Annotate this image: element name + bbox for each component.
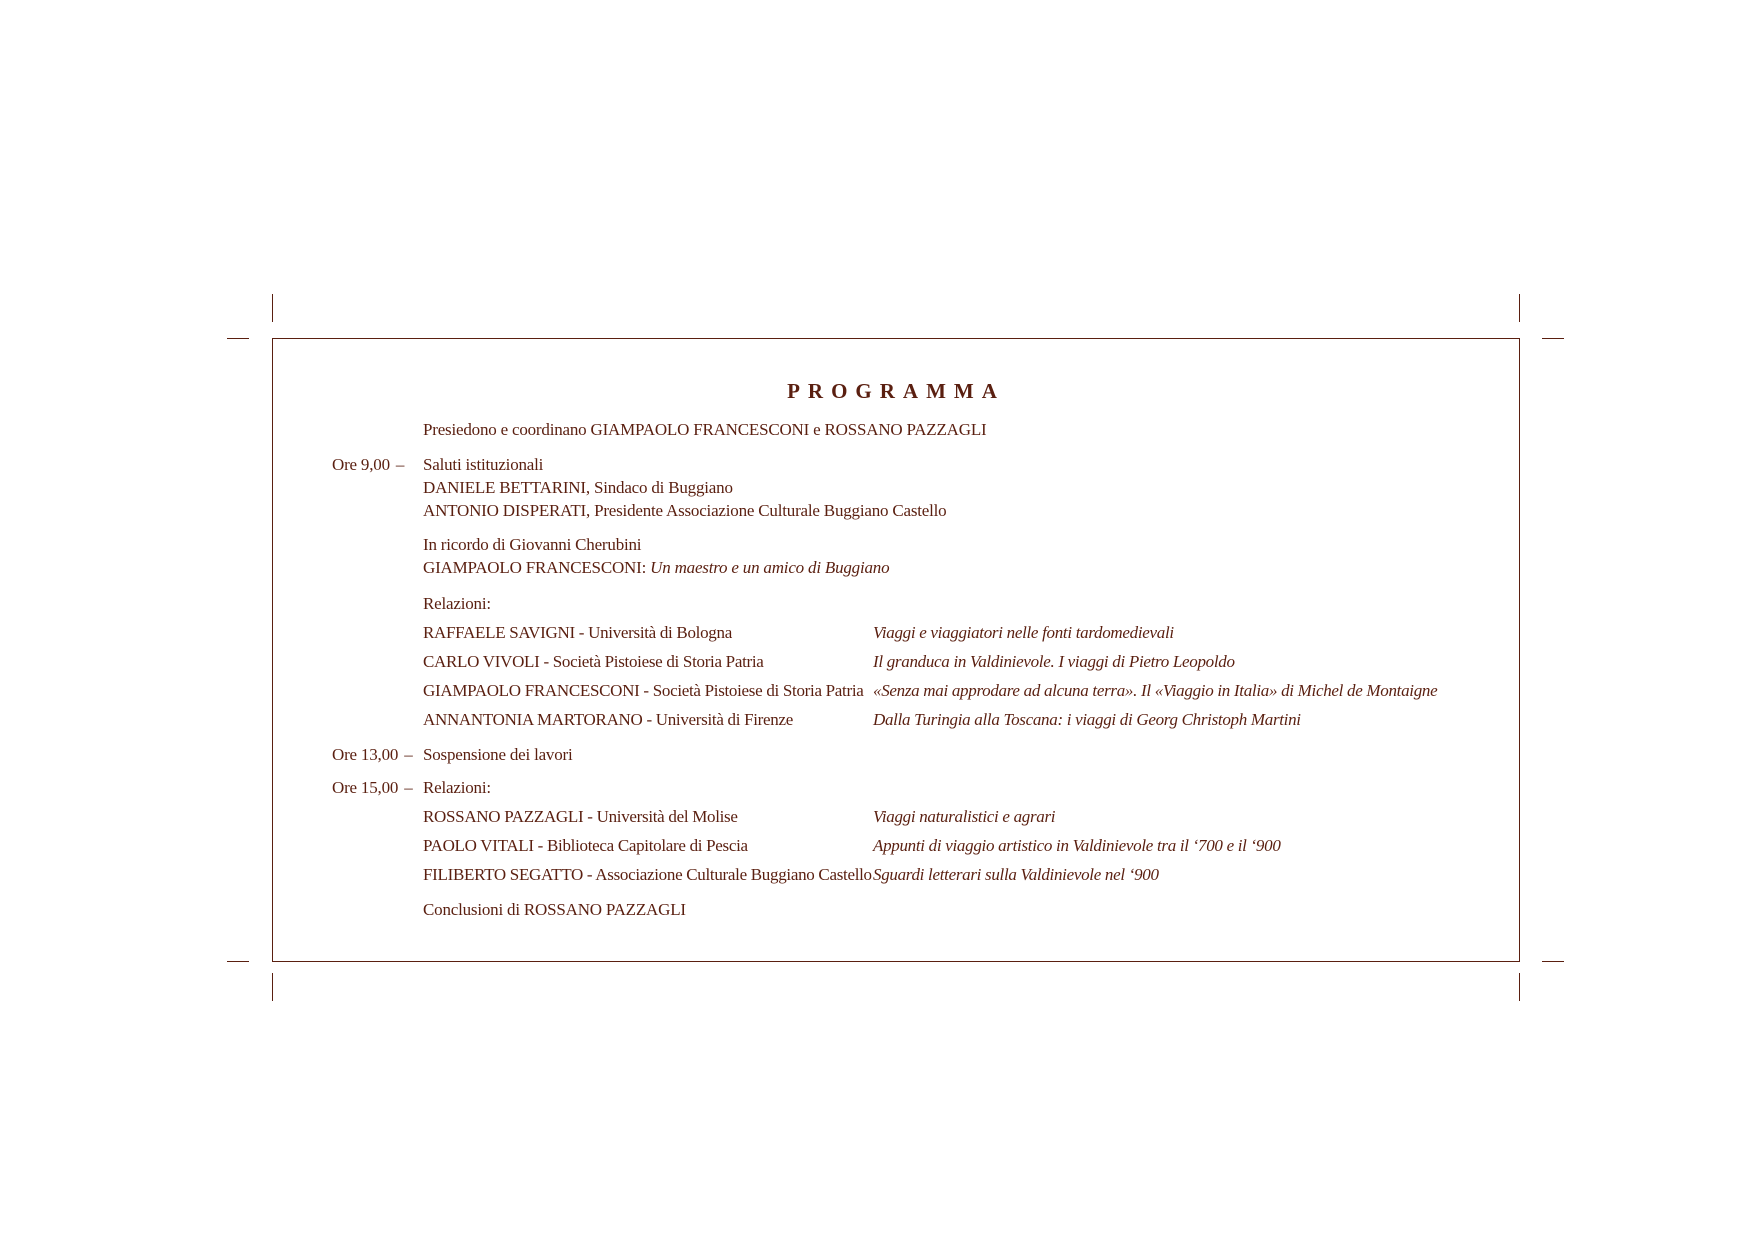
break-dash: –: [404, 745, 413, 764]
memorial-line: [423, 558, 889, 578]
session1-time-label: Ore 9,00: [332, 455, 390, 474]
session1-talks-heading: Relazioni:: [423, 594, 491, 613]
session2-time: [332, 778, 413, 798]
session1-dash: –: [395, 455, 405, 474]
program-frame: [272, 338, 1520, 962]
session2-heading: Relazioni:: [423, 778, 491, 797]
crop-mark-bottom-right: [1519, 973, 1520, 1001]
talk-title: Dalla Turingia alla Toscana: i viaggi di Georg Christoph Martini: [873, 710, 1301, 729]
talk-speaker: PAOLO VITALI - Biblioteca Capitolare di Pescia: [423, 836, 748, 855]
crop-mark-bottom-left: [272, 973, 273, 1001]
talk-speaker: ANNANTONIA MARTORANO - Università di Firenze: [423, 710, 793, 729]
talk-title: Viaggi naturalistici e agrari: [873, 807, 1056, 826]
talk-speaker: ROSSANO PAZZAGLI - Università del Molise: [423, 807, 738, 826]
talk-title: Appunti di viaggio artistico in Valdinievole tra il ‘700 e il ‘900: [873, 836, 1281, 855]
crop-mark-top-left: [272, 294, 273, 322]
crop-mark-top-right-h: [1542, 338, 1564, 339]
greeting-2: ANTONIO DISPERATI, Presidente Associazione Culturale Buggiano Castello: [423, 501, 947, 520]
talk-speaker: GIAMPAOLO FRANCESCONI - Società Pistoiese di Storia Patria: [423, 681, 864, 700]
talk-title: Viaggi e viaggiatori nelle fonti tardomedievali: [873, 623, 1174, 642]
crop-mark-bottom-left-h: [227, 961, 249, 962]
greeting-1: DANIELE BETTARINI, Sindaco di Buggiano: [423, 478, 733, 497]
program-title: PROGRAMMA: [787, 379, 1005, 403]
talk-title: «Senza mai approdare ad alcuna terra». Il «Viaggio in Italia» di Michel de Montaigne: [873, 681, 1438, 700]
crop-mark-bottom-right-h: [1542, 961, 1564, 962]
talk-speaker: CARLO VIVOLI - Società Pistoiese di Storia Patria: [423, 652, 764, 671]
memorial-heading: In ricordo di Giovanni Cherubini: [423, 535, 642, 554]
break-time-label: Ore 13,00: [332, 745, 399, 764]
talk-speaker: FILIBERTO SEGATTO - Associazione Culturale Buggiano Castello: [423, 865, 872, 884]
break-text: Sospensione dei lavori: [423, 745, 573, 764]
break-time: [332, 745, 413, 765]
talk-title: Sguardi letterari sulla Valdinievole nel ‘900: [873, 865, 1159, 884]
talk-title: Il granduca in Valdinievole. I viaggi di Pietro Leopoldo: [873, 652, 1235, 671]
chairs-line: Presiedono e coordinano GIAMPAOLO FRANCESCONI e ROSSANO PAZZAGLI: [423, 420, 987, 439]
session2-dash: –: [404, 778, 413, 797]
crop-mark-top-left-h: [227, 338, 249, 339]
talk-speaker: RAFFAELE SAVIGNI - Università di Bologna: [423, 623, 732, 642]
session2-time-label: Ore 15,00: [332, 778, 399, 797]
memorial-title: Un maestro e un amico di Buggiano: [650, 558, 890, 577]
session1-time: [332, 455, 404, 475]
memorial-speaker: GIAMPAOLO FRANCESCONI:: [423, 558, 651, 577]
session1-heading: Saluti istituzionali: [423, 455, 544, 474]
conclusion-line: Conclusioni di ROSSANO PAZZAGLI: [423, 900, 686, 919]
crop-mark-top-right: [1519, 294, 1520, 322]
